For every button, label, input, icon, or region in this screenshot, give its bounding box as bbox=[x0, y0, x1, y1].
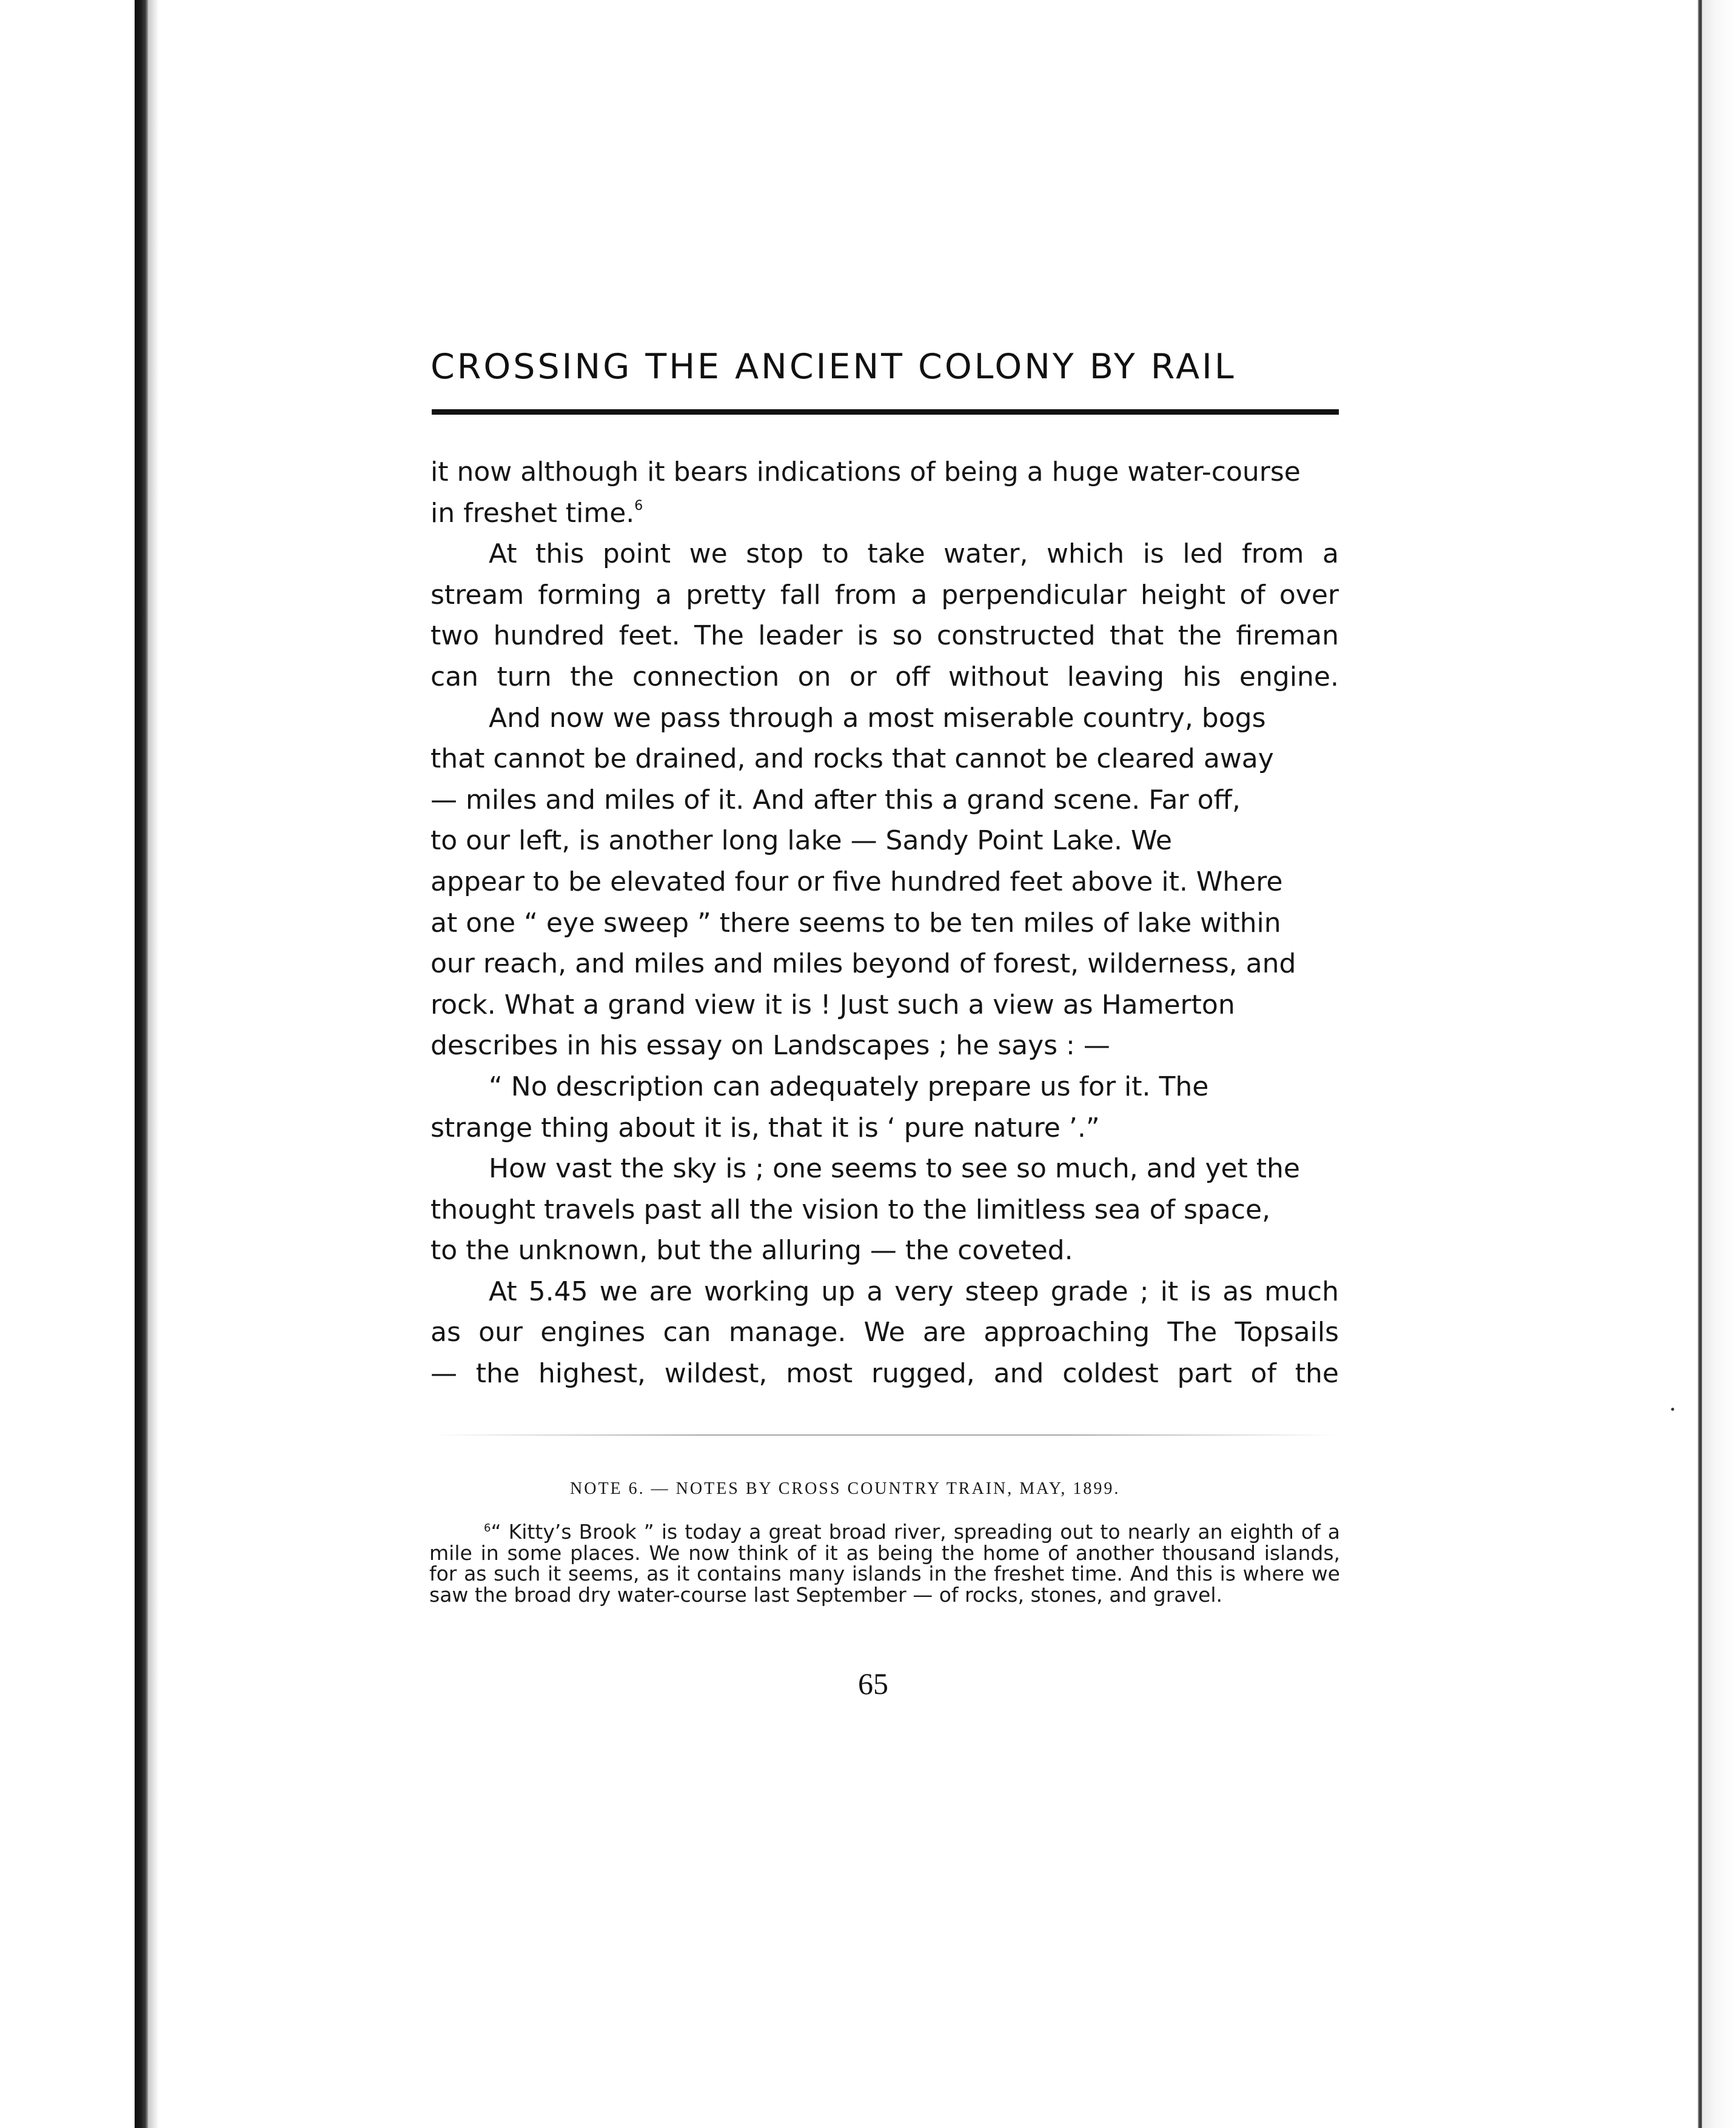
text-line: it now although it bears indications of being a huge water-course bbox=[431, 457, 1301, 487]
paragraph bbox=[431, 1271, 1339, 1394]
running-head: CROSSING THE ANCIENT COLONY BY RAIL bbox=[431, 347, 1236, 387]
footnote-mark: 6 bbox=[484, 1522, 491, 1534]
footnote-separator bbox=[432, 1434, 1339, 1436]
text-line: appear to be elevated four or five hundred feet above it. Where bbox=[431, 866, 1283, 897]
paragraph bbox=[431, 698, 1339, 1066]
gutter-shadow bbox=[148, 0, 159, 2128]
text-line: — miles and miles of it. And after this a grand scene. Far off, bbox=[431, 784, 1241, 815]
text-line: “ No description can adequately prepare us for it. The bbox=[489, 1071, 1209, 1102]
text-line: describes in his essay on Landscapes ; he says : — bbox=[431, 1030, 1110, 1062]
text-line: to our left, is another long lake — Sandy Point Lake. We bbox=[431, 825, 1172, 857]
text-line: as our engines can manage. We are approaching The Topsails bbox=[431, 1317, 1339, 1348]
text-line: to the unknown, but the alluring — the coveted. bbox=[431, 1235, 1073, 1266]
text-line: At this point we stop to take water, which is led from a bbox=[489, 538, 1339, 570]
text-line: in freshet time. bbox=[431, 497, 635, 529]
scan-speck bbox=[1671, 1408, 1674, 1411]
page-right-shade bbox=[1702, 0, 1736, 2128]
text-line: can turn the connection on or off without leaving his engine. bbox=[431, 661, 1339, 692]
text-line: rock. What a grand view it is ! Just such a view as Hamerton bbox=[431, 989, 1235, 1020]
text-line: our reach, and miles and miles beyond of forest, wilderness, and bbox=[431, 948, 1296, 980]
text-line: How vast the sky is ; one seems to see so much, and yet the bbox=[489, 1153, 1301, 1185]
footnote-paragraph bbox=[429, 1522, 1340, 1605]
page-number: 65 bbox=[858, 1667, 888, 1701]
head-rule bbox=[432, 409, 1339, 415]
paragraph bbox=[431, 534, 1339, 697]
text-line: And now we pass through a most miserable country, bogs bbox=[489, 702, 1266, 734]
note-heading: NOTE 6. — NOTES BY CROSS COUNTRY TRAIN, MAY, 1899. bbox=[570, 1479, 1121, 1498]
book-gutter-edge bbox=[135, 0, 148, 2128]
footnote-text: “ Kitty’s Brook ” is today a great broad river, spreading out to nearly an eighth of a mile in some places. We now think of it as being the home of another thousand islands, for as such it seems, as it contains many islands in the freshet time. And this is where we saw the broad dry water-course last September — of rocks, stones, and gravel. bbox=[429, 1520, 1340, 1607]
text-line: strange thing about it is, that it is ‘ pure nature ’.” bbox=[431, 1112, 1100, 1143]
quotation-paragraph bbox=[431, 1066, 1339, 1148]
page-right-edge bbox=[1698, 0, 1702, 2128]
footnote-reference: 6 bbox=[634, 498, 643, 514]
text-line: thought travels past all the vision to the limitless sea of space, bbox=[431, 1194, 1271, 1225]
paragraph bbox=[431, 452, 1339, 534]
text-line: that cannot be drained, and rocks that cannot be cleared away bbox=[431, 743, 1274, 775]
text-line: At 5.45 we are working up a very steep grade ; it is as much bbox=[489, 1276, 1339, 1307]
text-line: at one “ eye sweep ” there seems to be ten miles of lake within bbox=[431, 907, 1281, 939]
body-text bbox=[431, 452, 1339, 1394]
text-line: two hundred feet. The leader is so constructed that the fireman bbox=[431, 620, 1339, 652]
paragraph bbox=[431, 1148, 1339, 1271]
text-line: stream forming a pretty fall from a perpendicular height of over bbox=[431, 579, 1339, 611]
footnote bbox=[429, 1522, 1340, 1605]
text-line: — the highest, wildest, most rugged, and coldest part of the bbox=[431, 1358, 1339, 1390]
